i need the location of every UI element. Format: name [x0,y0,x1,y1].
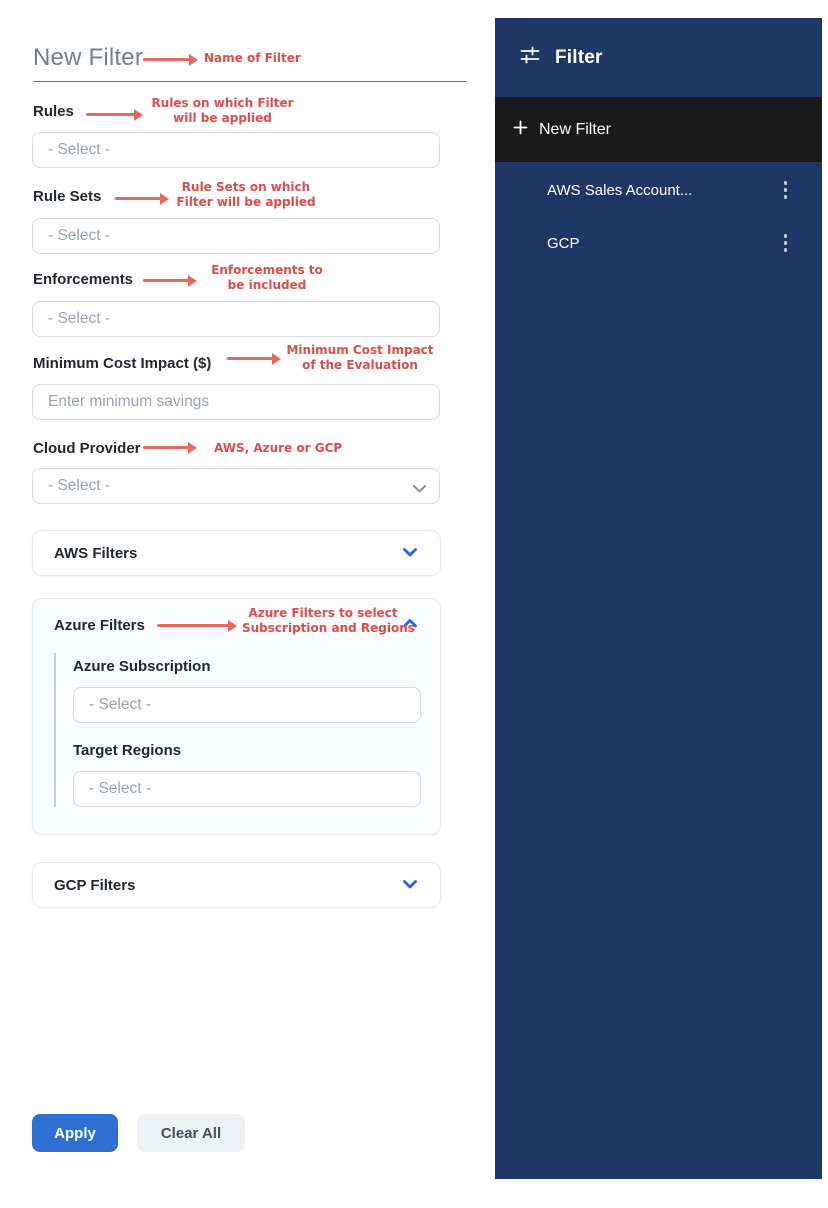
azure-indent-line [54,653,56,807]
rule-sets-label: Rule Sets [33,188,102,205]
annotation-arrow [143,279,189,282]
aws-filters-label: AWS Filters [54,545,138,562]
saved-filter-item[interactable] [495,221,822,265]
enforcements-label: Enforcements [33,271,134,288]
new-filter-button[interactable] [495,97,822,162]
aws-filters-section[interactable] [32,530,441,576]
kebab-menu-icon[interactable] [782,177,790,203]
saved-filter-label: GCP [547,234,580,252]
chevron-down-icon [402,877,418,895]
min-cost-label: Minimum Cost Impact ($) [33,355,212,372]
plus-icon [513,120,528,140]
min-cost-input[interactable] [32,384,440,420]
annotation-rule-sets: Rule Sets on which Filter will be applied [176,180,316,209]
annotation-min-cost: Minimum Cost Impact of the Evaluation [286,343,434,372]
clear-all-button[interactable]: Clear All [137,1114,245,1152]
enforcements-select[interactable] [32,301,440,337]
target-regions-label: Target Regions [73,742,182,759]
azure-subscription-select[interactable] [73,687,421,723]
rules-select[interactable] [32,132,440,168]
gcp-filters-label: GCP Filters [54,877,136,894]
sidebar-title: Filter [555,46,603,68]
annotation-azure-filters: Azure Filters to select Subscription and Regions [242,606,415,635]
sliders-filter-icon [518,43,542,72]
title-divider [33,81,467,82]
annotation-arrow [143,58,190,61]
annotation-name-of-filter: Name of Filter [204,51,301,65]
sidebar-header [495,18,822,97]
annotation-arrow [227,357,273,360]
filter-sidebar [495,18,822,1179]
rule-sets-select[interactable] [32,218,440,254]
gcp-filters-header[interactable] [33,863,440,908]
rules-label: Rules [33,103,74,120]
target-regions-select[interactable] [73,771,421,807]
aws-filters-header[interactable] [33,531,440,576]
apply-button[interactable]: Apply [32,1114,118,1152]
saved-filter-label: AWS Sales Account... [547,181,693,199]
new-filter-label: New Filter [539,120,612,138]
annotation-rules: Rules on which Filter will be applied [151,96,294,125]
annotation-cloud-provider: AWS, Azure or GCP [214,441,343,455]
annotation-arrow [143,446,189,449]
annotation-arrow [157,624,229,627]
page-title: New Filter [33,44,144,71]
chevron-down-icon [402,545,418,563]
annotation-enforcements: Enforcements to be included [211,263,323,292]
saved-filter-item[interactable] [495,168,822,212]
kebab-menu-icon[interactable] [782,230,790,256]
azure-filters-label: Azure Filters [54,616,145,634]
gcp-filters-section[interactable] [32,862,441,908]
cloud-provider-select[interactable] [32,468,440,504]
annotation-arrow [115,197,161,200]
cloud-provider-label: Cloud Provider [33,440,141,457]
annotation-arrow [86,113,135,116]
azure-subscription-label: Azure Subscription [73,658,211,675]
